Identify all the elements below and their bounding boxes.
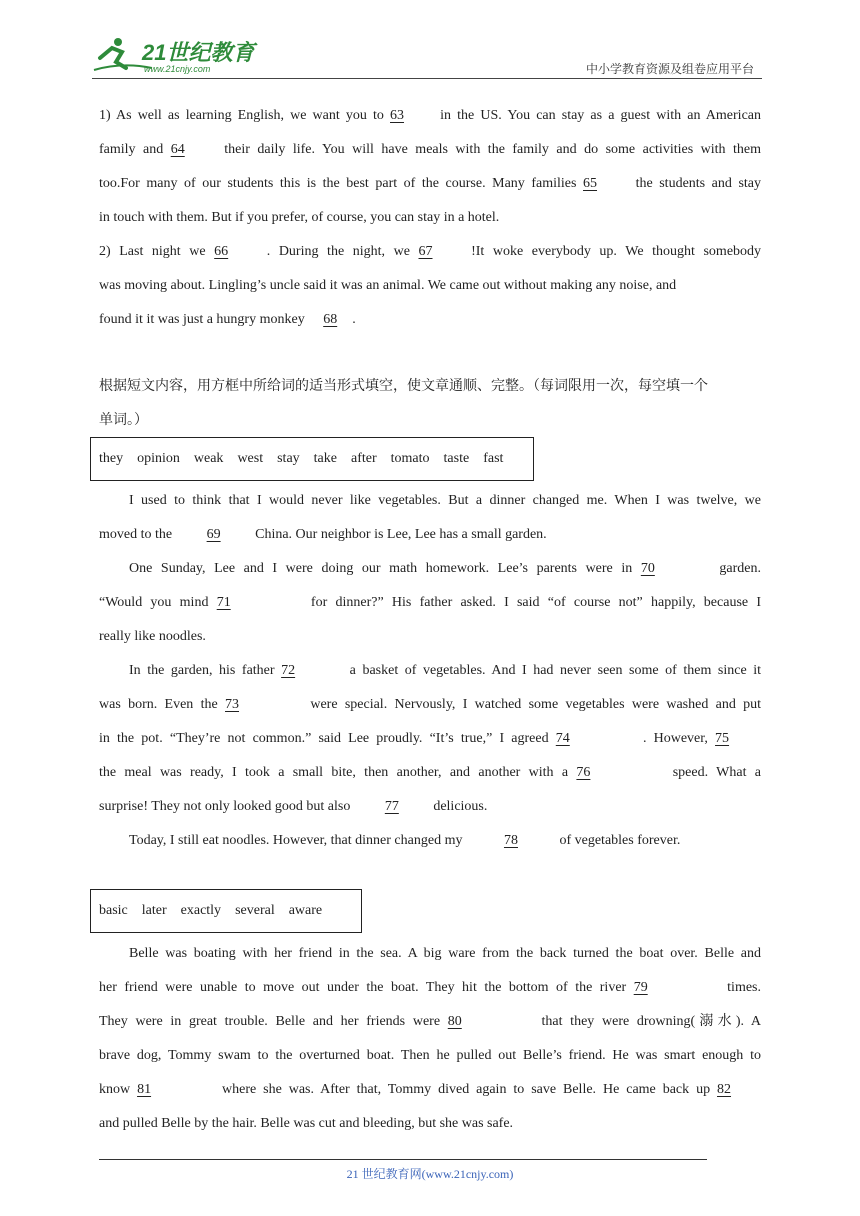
footer-link[interactable]: 21 世纪教育网(www.21cnjy.com) [346,1167,514,1181]
blank-73: 73 [225,697,240,712]
word-box-item: west [237,451,264,466]
word-box-item: later [141,903,167,918]
p1-line-8: in the pot. “They’re not common.” said Lee proudly. “It’s true,” I agreed 74 . However, 75 [99,729,761,749]
blank-64: 64 [170,142,185,157]
blank-63: 63 [390,108,405,123]
word-box-item: weak [193,451,224,466]
word-box-item: several [235,903,275,918]
blank-74: 74 [555,731,570,746]
blank-78: 78 [503,833,518,848]
instruction-line-2: 单词。） [99,412,148,428]
p1-line-11: Today, I still eat noodles. However, that dinner changed my 78 of vegetables forever. [129,831,791,851]
platform-name: 中小学教育资源及组卷应用平台 [585,62,754,76]
blank-65: 65 [583,176,598,191]
blank-71: 71 [216,595,231,610]
p1-line-10: surprise! They not only looked good but also 77 delicious. [99,797,761,817]
word-box-item: stay [277,451,300,466]
blank-68: 68 [323,312,338,327]
s1-line-2: family and 64 their daily life. You will have meals with the family and do some activities with them [99,140,761,160]
blank-75: 75 [715,731,730,746]
blank-70: 70 [640,561,655,576]
word-box-item: take [313,451,337,466]
p2-line-2: her friend were unable to move out under the boat. They hit the bottom of the river 79 times. [99,978,761,998]
s1-line-6: was moving about. Lingling’s uncle said it was an animal. We came out without making any noise, and [99,278,677,293]
blank-72: 72 [281,663,296,678]
p1-line-2: moved to the 69 China. Our neighbor is Lee, Lee has a small garden. [99,525,761,545]
blank-76: 76 [576,765,591,780]
p2-line-3: They were in great trouble. Belle and her friends were 80 that they were drowning(溺水). A [99,1012,761,1032]
page-header [92,36,762,79]
word-box-item: aware [288,903,323,918]
word-box-2 [90,889,362,933]
word-box-item: taste [443,451,470,466]
s1-line-7: found it it was just a hungry monkey 68 . [99,310,761,330]
word-box-item: they [99,451,124,466]
blank-66: 66 [214,244,229,259]
word-box-1 [90,437,534,481]
blank-81: 81 [137,1082,152,1097]
logo-icon [92,36,262,76]
p1-line-6: In the garden, his father 72 a basket of vegetables. And I had never seen some of them since it [129,661,761,681]
p2-line-5: know 81 where she was. After that, Tommy dived again to save Belle. He came back up 82 [99,1080,761,1100]
p1-line-3: One Sunday, Lee and I were doing our math homework. Lee’s parents were in 70 garden. [129,559,761,579]
p2-line-4: brave dog, Tommy swam to the overturned boat. Then he pulled out Belle’s friend. He was smart enough to [99,1048,761,1063]
s1-line-1: 1) As well as learning English, we want you to 63 in the US. You can stay as a guest with an American [99,106,761,126]
s1-line-4: in touch with them. But if you prefer, of course, you can stay in a hotel. [99,210,500,225]
blank-77: 77 [384,799,399,814]
instruction-line-1: 根据短文内容，用方框中所给词的适当形式填空，使文章通顺、完整。（每词限用一次，每空填一个 [99,378,708,394]
p1-line-7: was born. Even the 73 were special. Nervously, I watched some vegetables were washed and put [99,695,761,715]
svg-text:21世纪教育: 21世纪教育 [142,40,255,65]
blank-80: 80 [447,1014,462,1029]
p1-line-9: the meal was ready, I took a small bite, then another, and another with a 76 speed. What a [99,763,761,783]
word-box-item: opinion [137,451,180,466]
p2-line-6: and pulled Belle by the hair. Belle was cut and bleeding, but she was safe. [99,1116,514,1131]
blank-67: 67 [418,244,433,259]
p1-line-1: I used to think that I would never like vegetables. But a dinner changed me. When I was twelve, we [129,493,761,508]
s1-line-5: 2) Last night we 66 . During the night, we 67 !It woke everybody up. We thought somebody [99,242,761,262]
word-box-item: fast [483,451,504,466]
word-box-item: exactly [180,903,222,918]
word-box-item: after [351,451,377,466]
blank-69: 69 [206,527,221,542]
p1-line-4: “Would you mind 71 for dinner?” His father asked. I said “of course not” happily, because I [99,593,761,613]
p1-line-5: really like noodles. [99,629,206,644]
svg-text:www.21cnjy.com: www.21cnjy.com [144,64,211,74]
word-box-item: tomato [390,451,430,466]
word-box-item: basic [99,903,128,918]
s1-line-3: too.For many of our students this is the best part of the course. Many families 65 the students and stay [99,174,761,194]
footer-divider [99,1159,707,1160]
p2-line-1: Belle was boating with her friend in the sea. A big ware from the back turned the boat over. Belle and [129,946,761,961]
blank-79: 79 [633,980,648,995]
blank-82: 82 [717,1082,732,1097]
